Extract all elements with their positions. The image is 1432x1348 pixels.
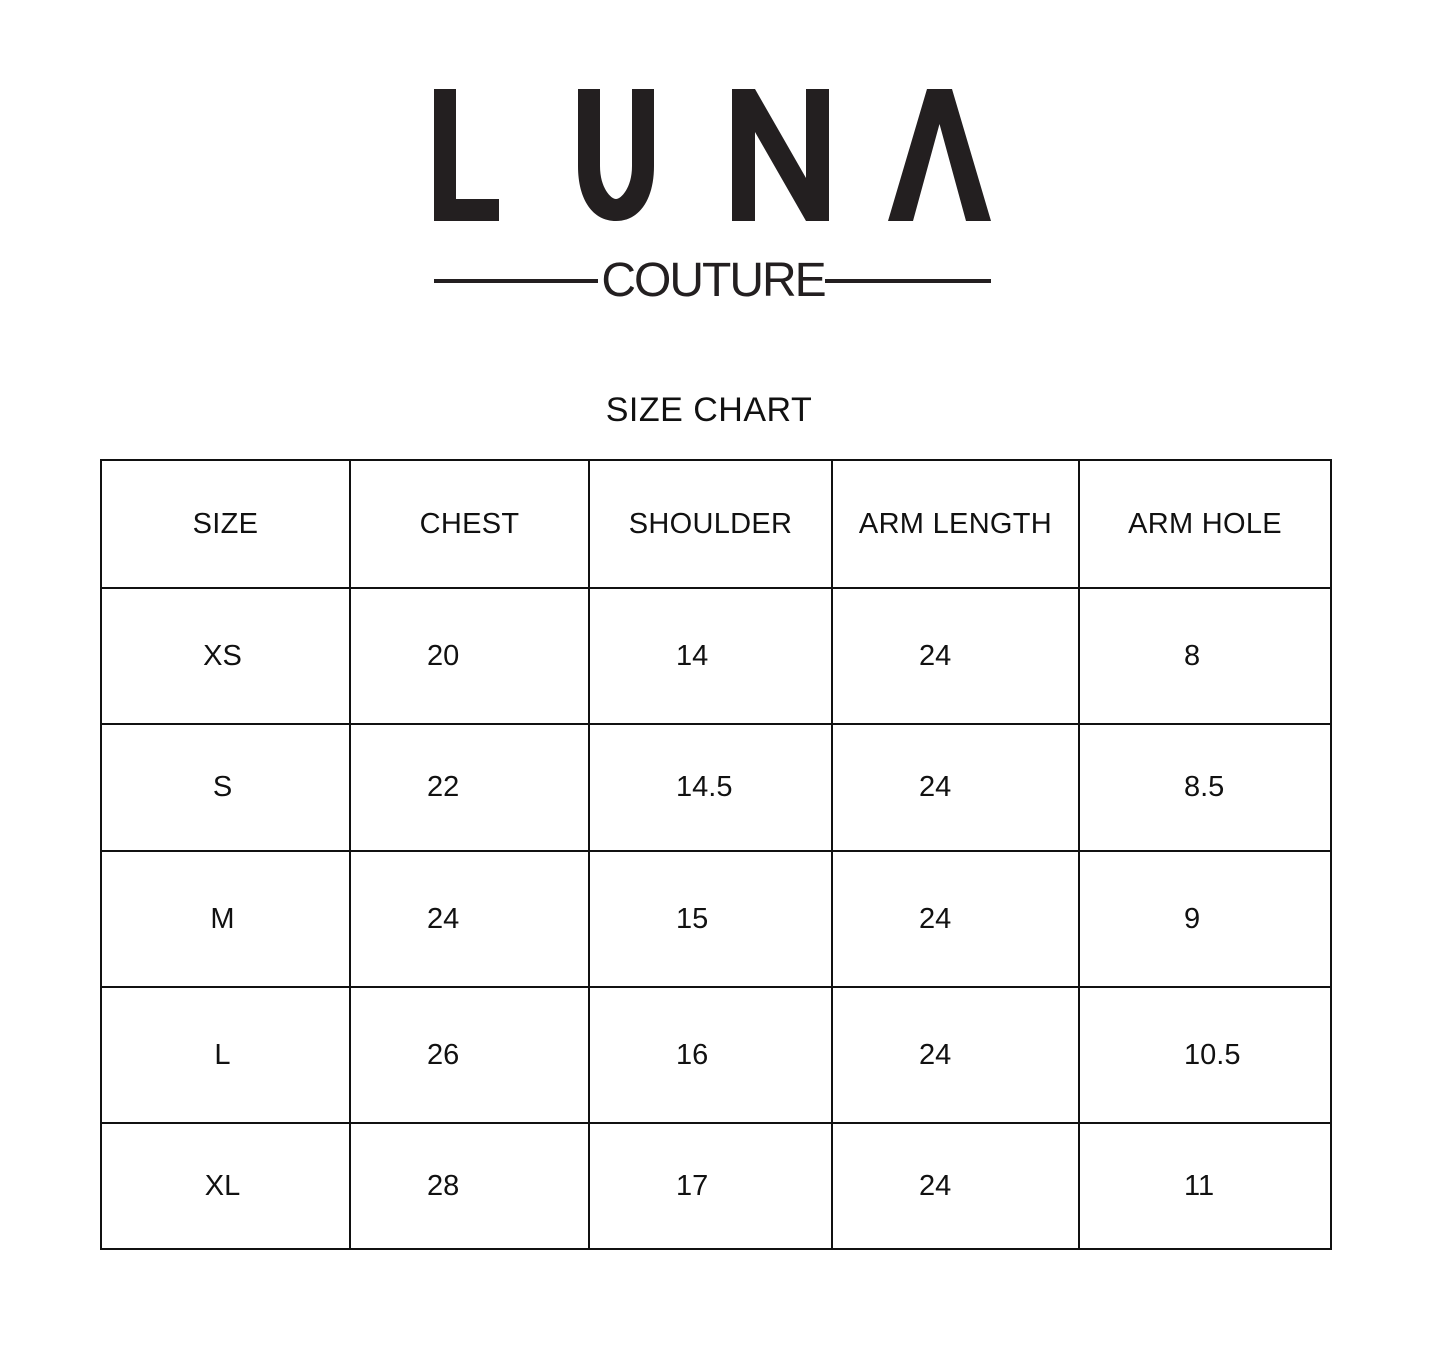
luna-couture-logo-graphic [0, 0, 1432, 320]
cell-size: XS [101, 588, 350, 724]
table-row [101, 851, 1331, 987]
cell-size: XL [101, 1123, 350, 1249]
cell-size: M [101, 851, 350, 987]
cell-arm-hole: 8 [1079, 588, 1331, 724]
brand-tagline: COUTURE [601, 254, 825, 307]
cell-shoulder: 16 [589, 987, 832, 1123]
cell-arm-hole: 10.5 [1079, 987, 1331, 1123]
cell-arm-length: 24 [832, 987, 1079, 1123]
table-row [101, 588, 1331, 724]
cell-shoulder: 14.5 [589, 724, 832, 851]
header-arm-length: ARM LENGTH [832, 460, 1079, 588]
cell-arm-length: 24 [832, 851, 1079, 987]
cell-chest: 26 [350, 987, 589, 1123]
cell-arm-hole: 9 [1079, 851, 1331, 987]
table-row [101, 1123, 1331, 1249]
header-arm-hole: ARM HOLE [1079, 460, 1331, 588]
table-row [101, 724, 1331, 851]
cell-arm-length: 24 [832, 724, 1079, 851]
header-chest: CHEST [350, 460, 589, 588]
header-size: SIZE [101, 460, 350, 588]
cell-chest: 20 [350, 588, 589, 724]
cell-size: S [101, 724, 350, 851]
cell-arm-hole: 11 [1079, 1123, 1331, 1249]
cell-shoulder: 17 [589, 1123, 832, 1249]
cell-arm-hole: 8.5 [1079, 724, 1331, 851]
cell-shoulder: 15 [589, 851, 832, 987]
cell-size: L [101, 987, 350, 1123]
header-shoulder: SHOULDER [589, 460, 832, 588]
brand-logo [0, 0, 1432, 320]
cell-chest: 24 [350, 851, 589, 987]
cell-shoulder: 14 [589, 588, 832, 724]
cell-arm-length: 24 [832, 1123, 1079, 1249]
cell-arm-length: 24 [832, 588, 1079, 724]
page-title: SIZE CHART [605, 391, 813, 429]
size-chart-table [100, 459, 1332, 1250]
cell-chest: 28 [350, 1123, 589, 1249]
cell-chest: 22 [350, 724, 589, 851]
table-row [101, 987, 1331, 1123]
table-header-row [101, 460, 1331, 588]
